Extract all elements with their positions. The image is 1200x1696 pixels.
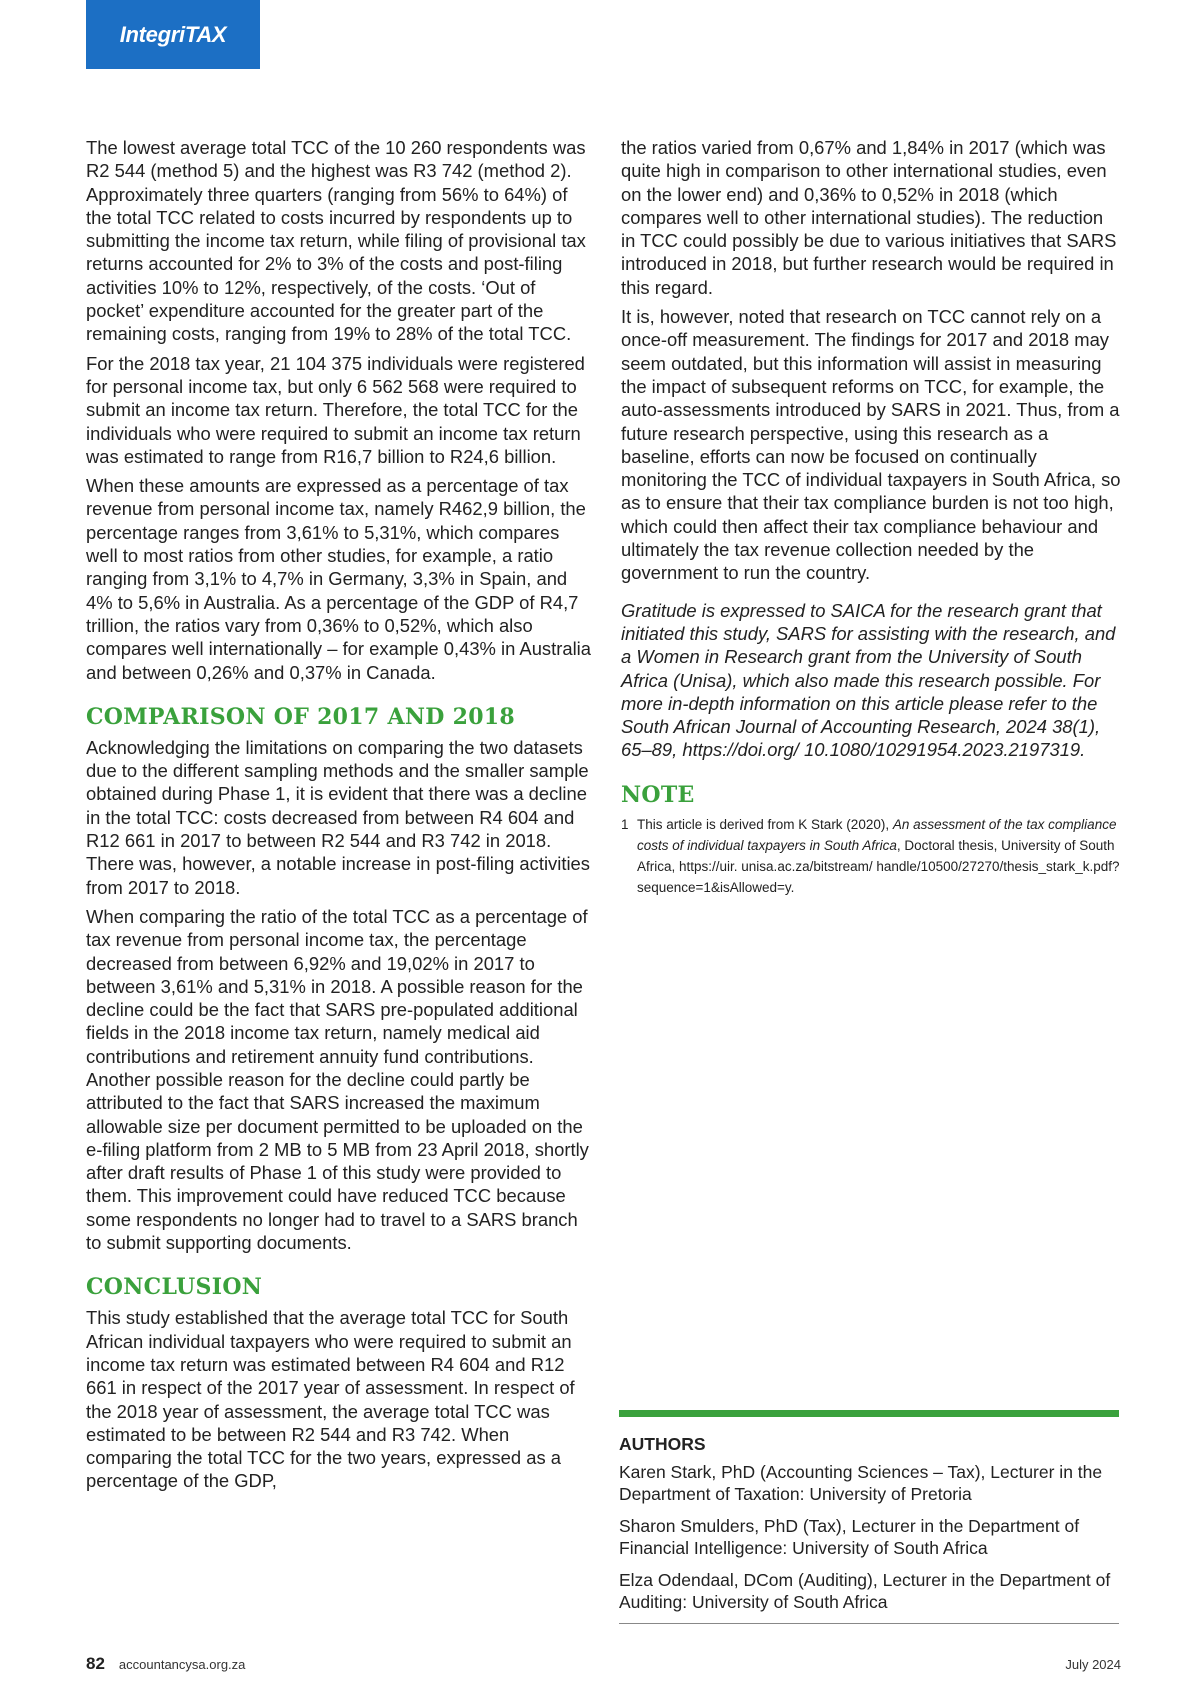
paragraph: the ratios varied from 0,67% and 1,84% in 2017 (which was quite high in comparison to other international studies, even on the lower end) and 0,36% to 0,52% in 2018 (which compares well to other international studies). The reduction in TCC could possibly be due to various initiatives that SARS introduced in 2018, but further research would be required in this regard. xyxy=(621,137,1117,298)
section-heading-comparison: COMPARISON OF 2017 AND 2018 xyxy=(86,703,516,730)
paragraph: This study established that the average total TCC for South African individual taxpayers who were required to submit an income tax return was estimated between R4 604 and R12 661 in respect of the 2017 year of assessment. In respect of the 2018 year of assessment, the average total TCC was estimated to be between R2 544 and R3 742. When comparing the total TCC for the two years, expressed as a percentage of the GDP, xyxy=(86,1307,575,1492)
right-column xyxy=(621,136,1121,898)
footnote-title: An assessment of the tax compliance costs of individual taxpayers in South Africa xyxy=(637,816,1117,853)
footnote-prefix: This article is derived from K Stark (2020), xyxy=(637,816,893,832)
author-entry: Elza Odendaal, DCom (Auditing), Lecturer in the Department of Auditing: University of South Africa xyxy=(619,1570,1111,1612)
website-link[interactable]: accountancysa.org.za xyxy=(118,1656,246,1672)
gratitude-paragraph: Gratitude is expressed to SAICA for the research grant that initiated this study, SARS for assisting with the research, and a Women in Research grant from the University of South Africa (Unisa), which also made this research possible. For more in-depth information on this article please refer to the South African Journal of Accounting Research, 2024 38(1), 65–89, https://doi.org/ 10.1080/10291954.2023.2197319. xyxy=(621,599,1116,761)
paragraph: For the 2018 tax year, 21 104 375 individuals were registered for personal income tax, but only 6 562 568 were required to submit an income tax return. Therefore, the total TCC for the individuals who were required to submit an income tax return was estimated to range from R16,7 billion to R24,6 billion. xyxy=(86,352,585,467)
paragraph: The lowest average total TCC of the 10 260 respondents was R2 544 (method 5) and the highest was R3 742 (method 2). Approximately three quarters (ranging from 56% to 64%) of the total TCC related to costs incurred by respondents up to submitting the income tax return, while filing of provisional tax returns accounted for 2% to 3% of the costs and post-filing activities 10% to 12%, respectively, of the costs. ‘Out of pocket’ expenditure accounted for the greater part of the remaining costs, ranging from 19% to 28% of the total TCC. xyxy=(86,137,586,345)
author-entry: Karen Stark, PhD (Accounting Sciences – Tax), Lecturer in the Department of Taxation: University of Pretoria xyxy=(619,1462,1103,1504)
left-column xyxy=(86,136,591,1499)
authors-divider-bar xyxy=(619,1410,1119,1417)
footnote-suffix: , Doctoral thesis, University of South Africa, https://uir. unisa.ac.za/bitstream/ handle/10500/27270/thesis_stark_k.pdf?sequence=1&isAllowed=y. xyxy=(637,837,1120,895)
section-heading-conclusion: CONCLUSION xyxy=(86,1274,263,1301)
page-number: 82 xyxy=(86,1654,105,1673)
paragraph: Acknowledging the limitations on comparing the two datasets due to the different sampling methods and the smaller sample obtained during Phase 1, it is evident that there was a decline in the total TCC: costs decreased from between R4 604 and R12 661 in 2017 to between R2 544 and R3 742 in 2018. There was, however, a notable increase in post-filing activities from 2017 to 2018. xyxy=(86,736,590,898)
footnote xyxy=(621,814,1121,898)
paragraph: When these amounts are expressed as a percentage of tax revenue from personal income tax, namely R462,9 billion, the percentage ranges from 3,61% to 5,31%, which compares well to most ratios from other studies, for example, a ratio ranging from 3,1% to 4,7% in Germany, 3,3% in Spain, and 4% to 5,6% in Australia. As a percentage of the GDP of R4,7 trillion, the ratios vary from 0,36% to 0,52%, which also compares well internationally – for example 0,43% in Australia and between 0,26% and 0,37% in Canada. xyxy=(86,475,591,683)
footnote-number: 1 xyxy=(621,816,629,832)
logo-text: IntegriTAX xyxy=(119,21,227,47)
authors-bottom-rule xyxy=(619,1623,1119,1624)
integritax-logo xyxy=(86,0,260,69)
authors-heading: AUTHORS xyxy=(619,1434,706,1454)
paragraph: It is, however, noted that research on TCC cannot rely on a once-off measurement. The findings for 2017 and 2018 may seem outdated, but this information will assist in measuring the impact of subsequent reforms on TCC, for example, the auto-assessments introduced by SARS in 2021. Thus, from a future research perspective, using this research as a baseline, efforts can now be focused on continually monitoring the TCC of individual taxpayers in South Africa, so as to ensure that their tax compliance burden is not too high, which could then affect their tax compliance behaviour and ultimately the tax revenue collection needed by the government to run the country. xyxy=(621,306,1121,584)
issue-date: July 2024 xyxy=(1065,1656,1121,1672)
authors-section xyxy=(619,1410,1119,1624)
paragraph: When comparing the ratio of the total TCC as a percentage of tax revenue from personal income tax, the percentage decreased from between 6,92% and 19,02% in 2017 to between 3,61% and 5,31% in 2018. A possible reason for the decline could be the fact that SARS pre-populated additional fields in the 2018 income tax return, namely medical aid contributions and retirement annuity fund contributions. Another possible reason for the decline could partly be attributed to the fact that SARS increased the maximum allowable size per document permitted to be uploaded on the e-filing platform from 2 MB to 5 MB from 23 April 2018, shortly after draft results of Phase 1 of this study were provided to them. This improvement could have reduced TCC because some respondents no longer had to travel to a SARS branch to submit supporting documents. xyxy=(86,905,589,1254)
footnote-text xyxy=(637,814,1121,898)
author-entry: Sharon Smulders, PhD (Tax), Lecturer in the Department of Financial Intelligence: University of South Africa xyxy=(619,1516,1080,1558)
section-heading-note: NOTE xyxy=(621,781,695,808)
page-footer xyxy=(86,1654,1121,1674)
